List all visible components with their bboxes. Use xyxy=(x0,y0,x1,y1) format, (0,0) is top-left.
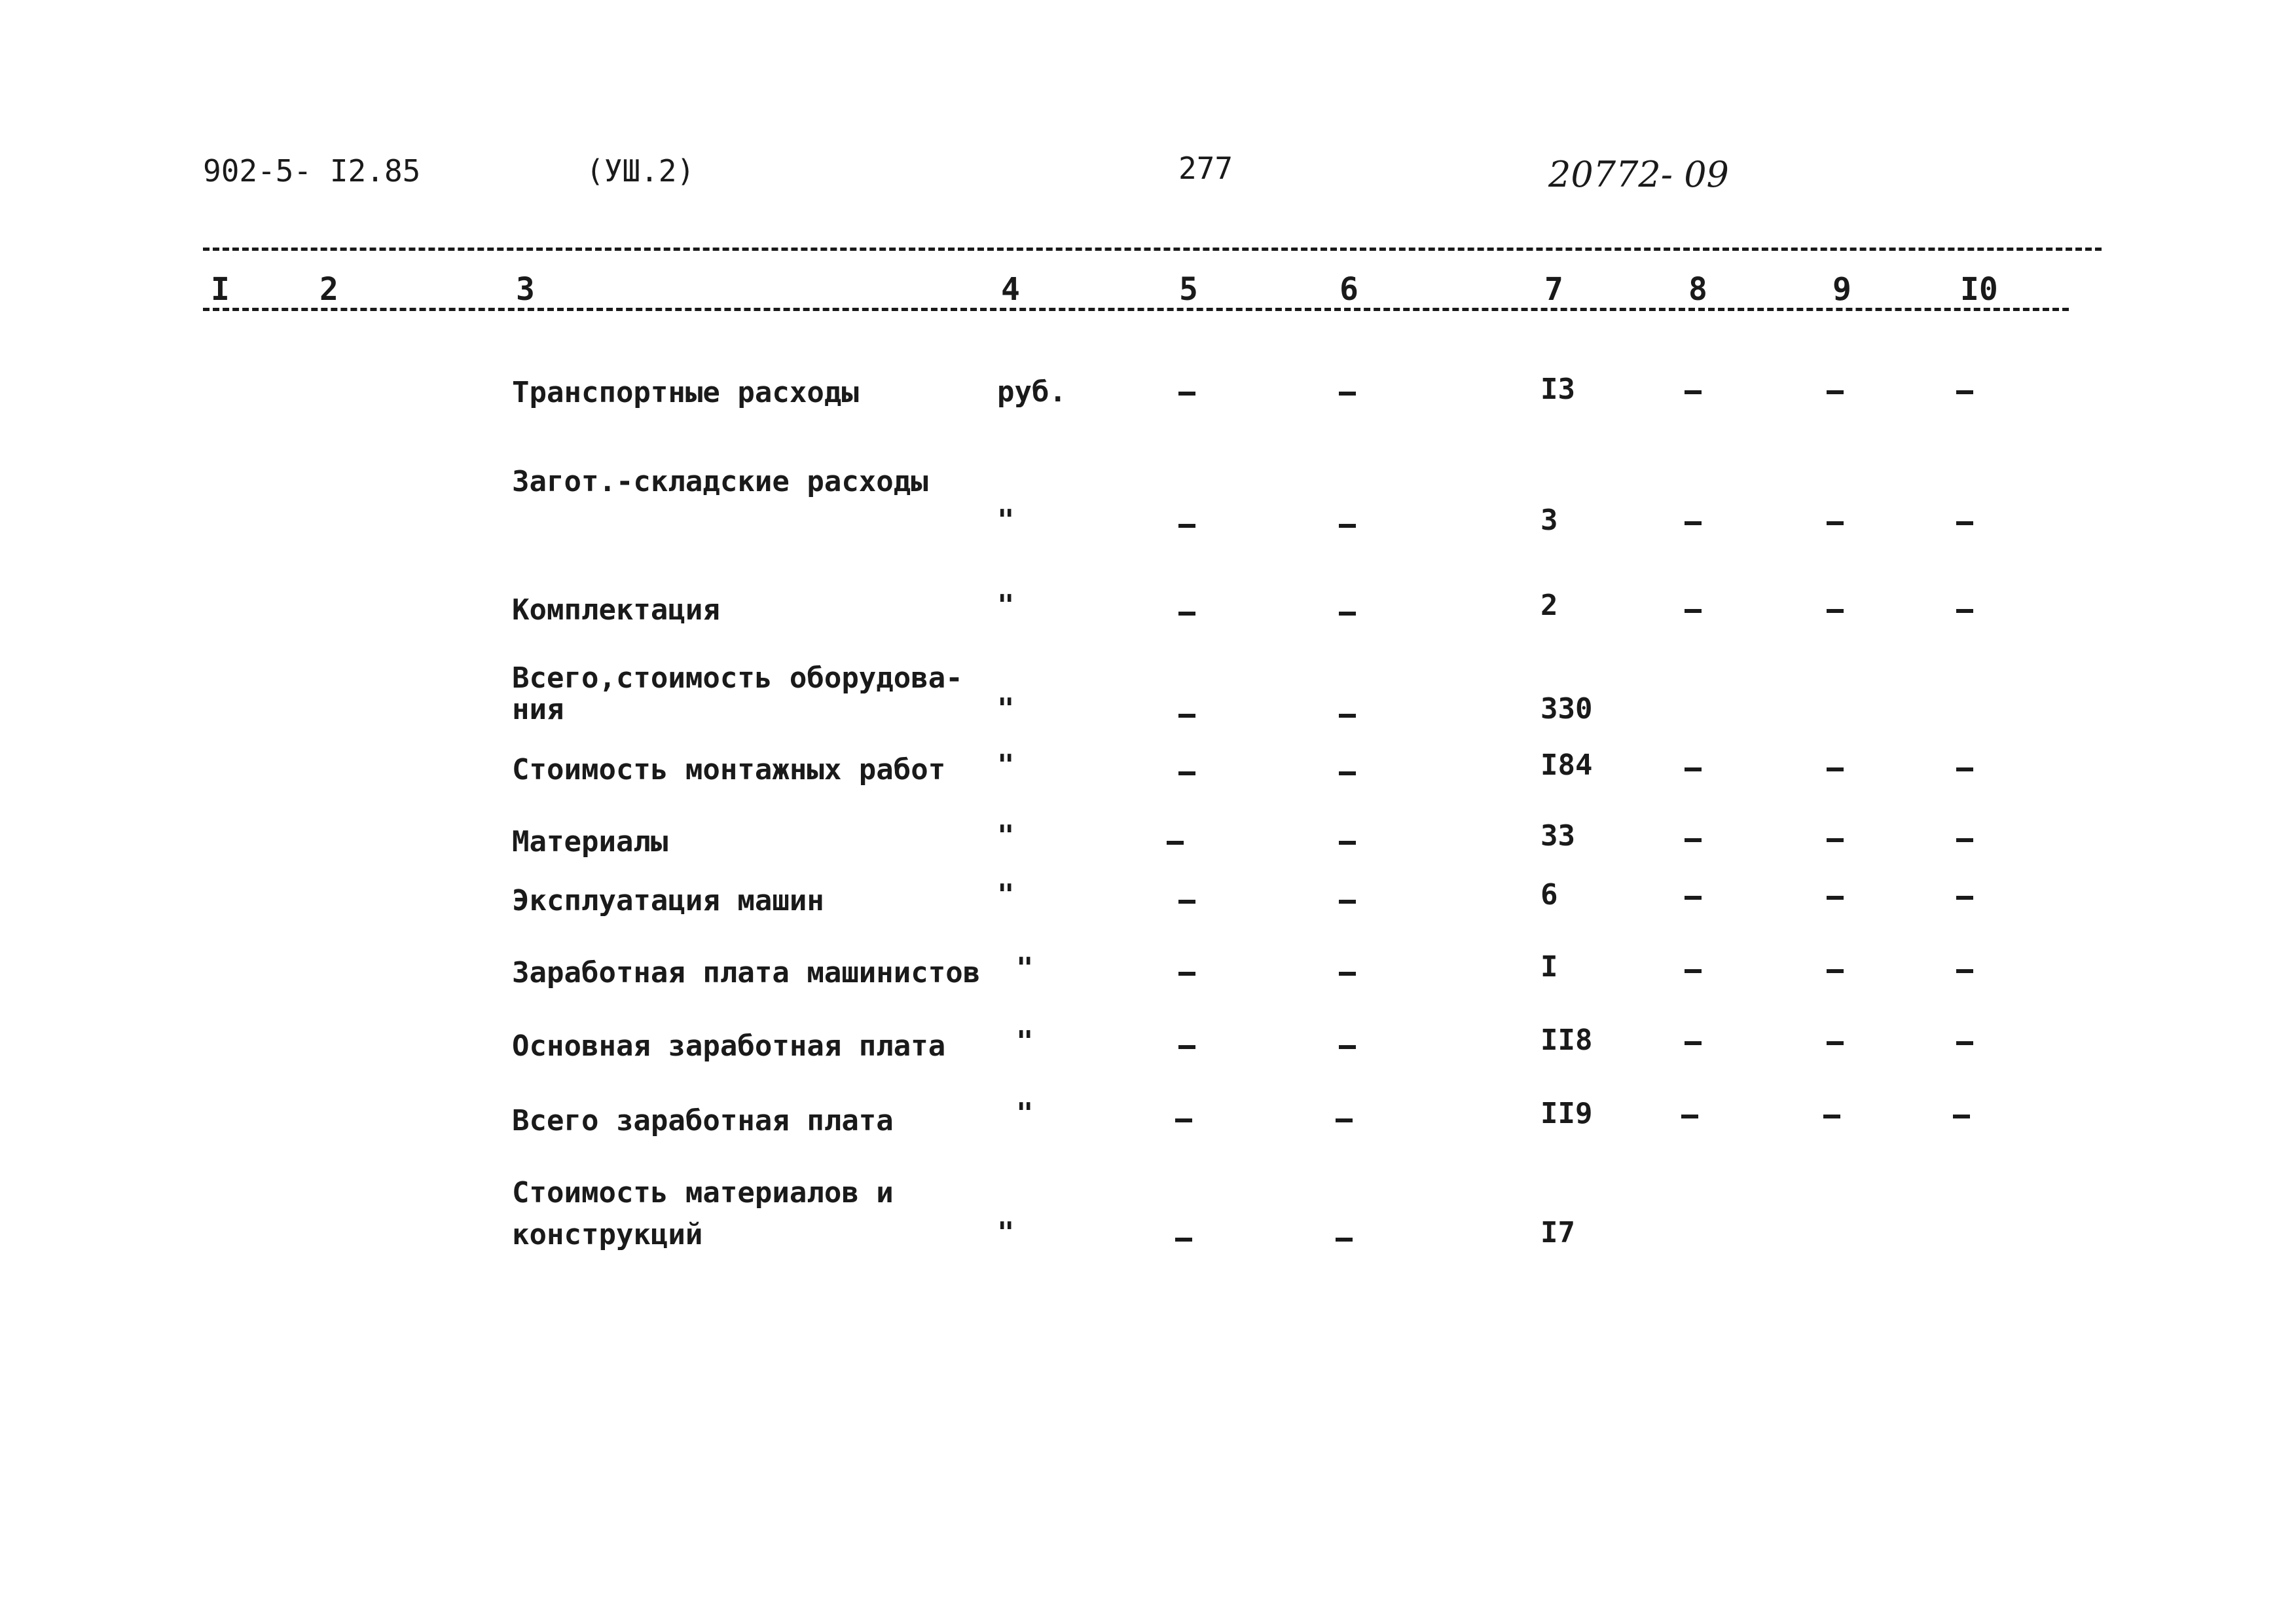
row-name: Стоимость монтажных работ xyxy=(512,753,946,786)
row-name: Всего заработная плата xyxy=(512,1104,894,1137)
empty-dash xyxy=(1956,838,1973,842)
empty-dash xyxy=(1339,524,1356,528)
empty-dash xyxy=(1336,1118,1353,1122)
empty-dash xyxy=(1685,767,1702,771)
empty-dash xyxy=(1339,900,1356,904)
empty-dash xyxy=(1685,390,1702,394)
empty-dash xyxy=(1178,524,1195,528)
empty-dash xyxy=(1827,896,1844,900)
table-header-rule xyxy=(203,308,2069,311)
empty-dash xyxy=(1178,612,1195,616)
row-name: Стоимость материалов и конструкций xyxy=(512,1176,894,1251)
col-header-7: 7 xyxy=(1540,274,1567,305)
empty-dash xyxy=(1956,896,1973,900)
row-name: Всего,стоимость оборудова-ния xyxy=(512,661,963,727)
row-value-col7: 3 xyxy=(1540,504,1558,537)
empty-dash xyxy=(1827,521,1844,525)
section-label: (УШ.2) xyxy=(586,153,695,189)
empty-dash xyxy=(1956,969,1973,973)
empty-dash xyxy=(1178,771,1195,775)
empty-dash xyxy=(1827,1041,1844,1045)
empty-dash xyxy=(1681,1115,1698,1118)
empty-dash xyxy=(1339,612,1356,616)
row-name: Загот.-складские расходы xyxy=(512,465,928,498)
col-header-9: 9 xyxy=(1829,274,1855,305)
empty-dash xyxy=(1685,838,1702,842)
row-unit: руб. xyxy=(997,375,1066,409)
empty-dash xyxy=(1827,838,1844,842)
empty-dash xyxy=(1827,767,1844,771)
row-name: Транспортные расходы xyxy=(512,376,859,409)
empty-dash xyxy=(1827,390,1844,394)
empty-dash xyxy=(1178,714,1195,718)
table-top-rule xyxy=(203,248,2102,251)
row-unit: " xyxy=(997,692,1015,726)
col-header-4: 4 xyxy=(997,274,1024,305)
empty-dash xyxy=(1178,1045,1195,1049)
empty-dash xyxy=(1685,521,1702,525)
empty-dash xyxy=(1339,392,1356,396)
col-header-2: 2 xyxy=(316,274,342,305)
empty-dash xyxy=(1175,1238,1192,1242)
page-number: 277 xyxy=(1178,151,1233,186)
row-name: Материалы xyxy=(512,825,668,858)
row-unit: " xyxy=(997,878,1015,912)
doc-code: 902-5- I2.85 xyxy=(203,153,421,189)
row-unit: " xyxy=(997,1216,1015,1249)
row-value-col7: II8 xyxy=(1540,1024,1593,1057)
row-unit: " xyxy=(997,504,1015,537)
empty-dash xyxy=(1827,969,1844,973)
row-value-col7: I84 xyxy=(1540,748,1593,782)
row-name: Основная заработная плата xyxy=(512,1029,946,1063)
row-unit: " xyxy=(997,748,1015,782)
empty-dash xyxy=(1339,1045,1356,1049)
row-name: Комплектация xyxy=(512,593,720,627)
row-name: Заработная плата машинистов xyxy=(512,956,981,989)
empty-dash xyxy=(1827,609,1844,613)
empty-dash xyxy=(1339,771,1356,775)
empty-dash xyxy=(1339,714,1356,718)
row-value-col7: II9 xyxy=(1540,1097,1593,1130)
row-unit: " xyxy=(1016,951,1034,985)
empty-dash xyxy=(1336,1238,1353,1242)
empty-dash xyxy=(1175,1118,1192,1122)
row-unit: " xyxy=(997,819,1015,853)
empty-dash xyxy=(1685,896,1702,900)
col-header-5: 5 xyxy=(1175,274,1202,305)
empty-dash xyxy=(1956,609,1973,613)
empty-dash xyxy=(1953,1115,1970,1118)
row-value-col7: 33 xyxy=(1540,819,1575,853)
empty-dash xyxy=(1956,390,1973,394)
row-value-col7: 330 xyxy=(1540,692,1593,726)
empty-dash xyxy=(1178,900,1195,904)
empty-dash xyxy=(1339,841,1356,845)
row-name: Эксплуатация машин xyxy=(512,884,824,917)
row-value-col7: I xyxy=(1540,950,1558,984)
row-value-col7: I7 xyxy=(1540,1216,1575,1249)
empty-dash xyxy=(1685,1041,1702,1045)
empty-dash xyxy=(1685,609,1702,613)
empty-dash xyxy=(1178,392,1195,396)
row-unit: " xyxy=(1016,1097,1034,1130)
row-unit: " xyxy=(1016,1025,1034,1058)
col-header-10: I0 xyxy=(1956,274,2002,305)
col-header-8: 8 xyxy=(1685,274,1711,305)
sheet-number: 20772- 09 xyxy=(1548,154,1729,195)
row-unit: " xyxy=(997,589,1015,622)
col-header-1: I xyxy=(207,274,234,305)
row-value-col7: 2 xyxy=(1540,589,1558,622)
empty-dash xyxy=(1167,841,1184,845)
empty-dash xyxy=(1956,521,1973,525)
empty-dash xyxy=(1823,1115,1840,1118)
empty-dash xyxy=(1956,1041,1973,1045)
row-value-col7: I3 xyxy=(1540,373,1575,406)
empty-dash xyxy=(1178,972,1195,976)
col-header-3: 3 xyxy=(512,274,539,305)
empty-dash xyxy=(1339,972,1356,976)
empty-dash xyxy=(1685,969,1702,973)
col-header-6: 6 xyxy=(1336,274,1362,305)
empty-dash xyxy=(1956,767,1973,771)
row-value-col7: 6 xyxy=(1540,878,1558,912)
